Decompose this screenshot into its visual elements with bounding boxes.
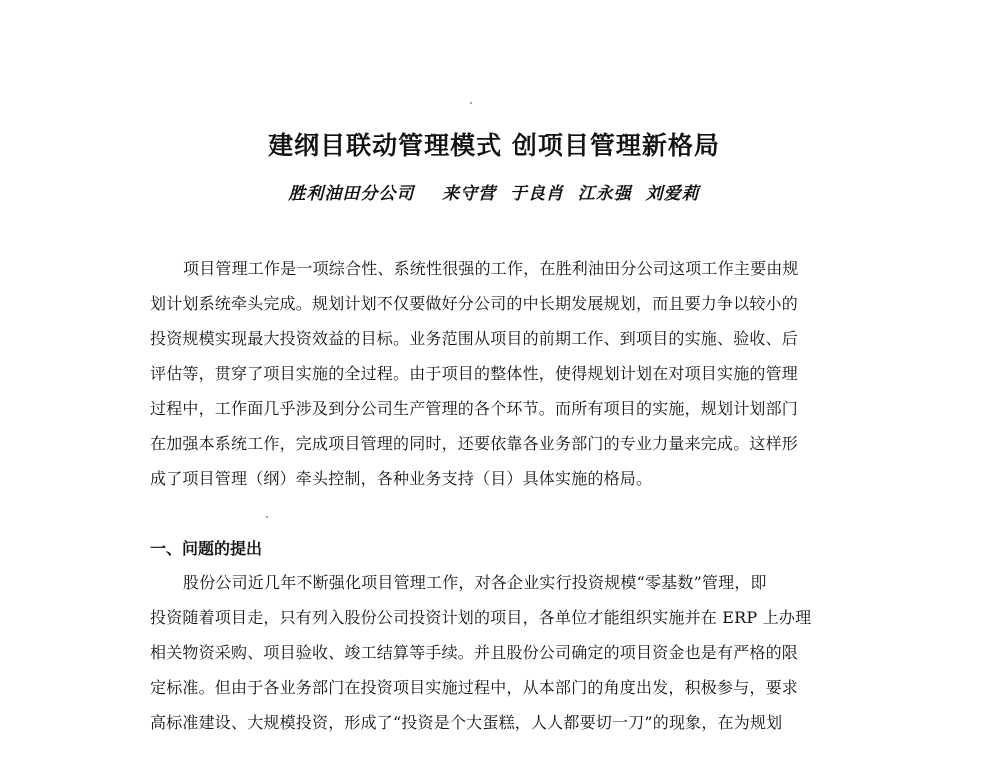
paragraph-line: 定标准。但由于各业务部门在投资项目实施过程中，从本部门的角度出发，积极参与，要求 [150, 678, 799, 697]
paragraph-line: 在加强本系统工作，完成项目管理的同时，还要依靠各业务部门的专业力量来完成。这样形 [150, 434, 799, 453]
paragraph-line: 投资随着项目走，只有列入股份公司投资计划的项目，各单位才能组织实施并在 ERP 上办理 [150, 608, 812, 627]
document-authors: 胜利油田分公司 来守营 于良肖 江永强 刘爱莉 [288, 184, 700, 204]
scan-speck [470, 102, 472, 104]
section-paragraph [150, 565, 850, 740]
paragraph-line: 项目管理工作是一项综合性、系统性很强的工作，在胜利油田分公司这项工作主要由规 [183, 259, 799, 278]
paragraph-line: 相关物资采购、项目验收、竣工结算等手续。并且股份公司确定的项目资金也是有严格的限 [150, 643, 799, 662]
intro-paragraph [150, 251, 850, 496]
paragraph-line: 评估等，贯穿了项目实施的全过程。由于项目的整体性，使得规划计划在对项目实施的管理 [150, 364, 799, 383]
paragraph-line: 成了项目管理（纲）牵头控制，各种业务支持（目）具体实施的格局。 [150, 469, 653, 488]
paragraph-line: 投资规模实现最大投资效益的目标。业务范围从项目的前期工作、到项目的实施、验收、后 [150, 329, 799, 348]
scan-speck [266, 516, 268, 518]
document-title: 建纲目联动管理模式 创项目管理新格局 [268, 131, 720, 160]
paragraph-line: 过程中，工作面几乎涉及到分公司生产管理的各个环节。而所有项目的实施，规划计划部门 [150, 399, 799, 418]
paragraph-line: 股份公司近几年不断强化项目管理工作，对各企业实行投资规模“零基数”管理，即 [183, 573, 767, 592]
paragraph-line: 高标准建设、大规模投资，形成了“投资是个大蛋糕，人人都要切一刀”的现象，在为规划 [150, 713, 783, 732]
paragraph-line: 划计划系统牵头完成。规划计划不仅要做好分公司的中长期发展规划，而且要力争以较小的 [150, 294, 799, 313]
section-heading: 一、问题的提出 [150, 539, 263, 558]
